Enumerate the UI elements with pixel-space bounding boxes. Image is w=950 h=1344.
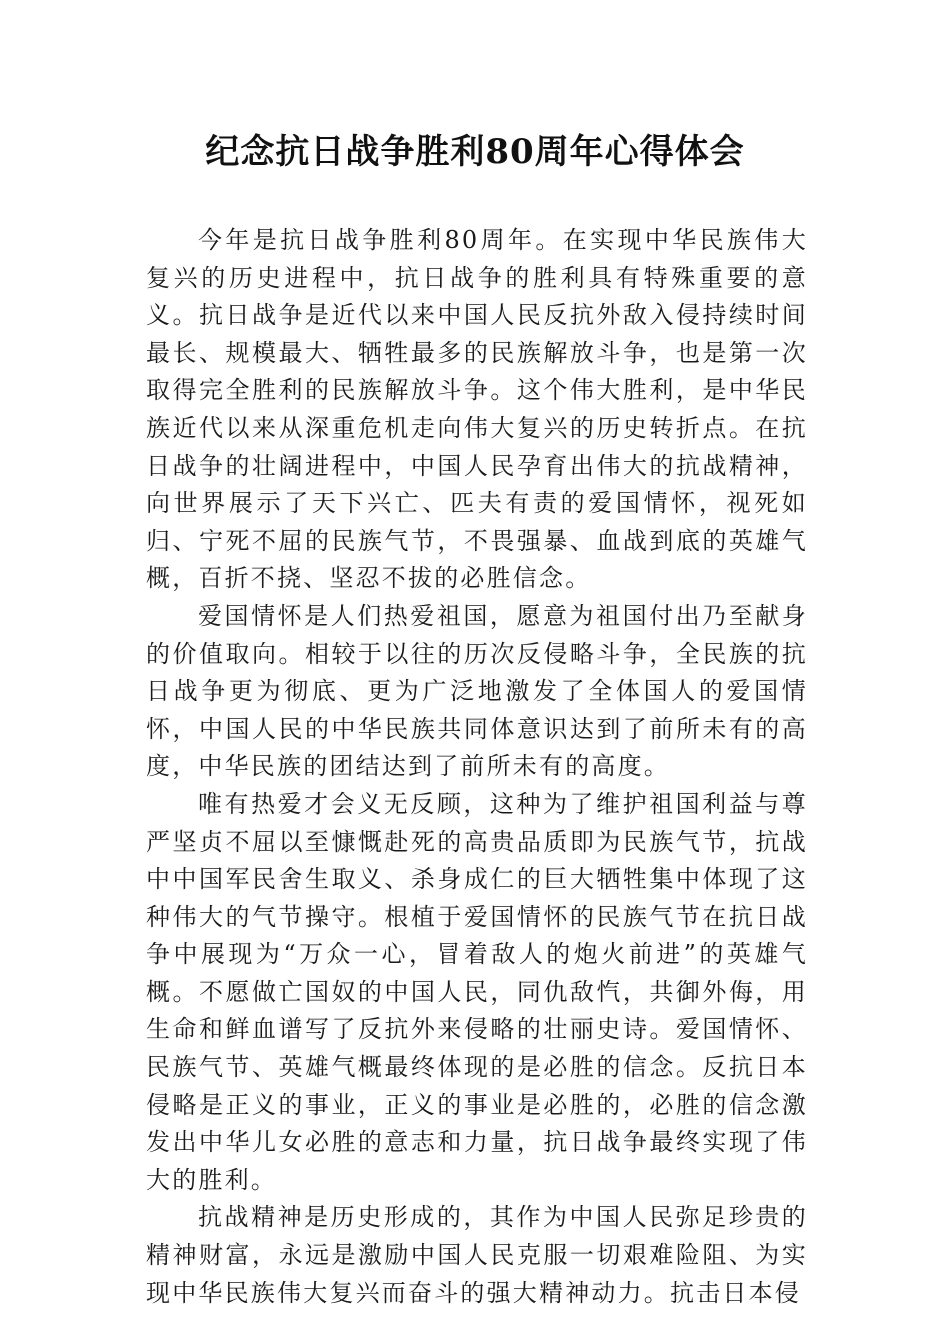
document-body (146, 222, 808, 1312)
body-paragraph-4: 抗战精神是历史形成的，其作为中国人民弥足珍贵的精神财富，永远是激励中国人民克服一切艰难险阻、为实现中华民族伟大复兴而奋斗的强大精神动力。抗击日本侵 (146, 1203, 808, 1307)
document-title: 纪念抗日战争胜利80周年心得体会 (205, 132, 745, 172)
body-paragraph-3: 唯有热爱才会义无反顾，这种为了维护祖国利益与尊严坚贞不屈以至慷慨赴死的高贵品质即为民族气节，抗战中中国军民舍生取义、杀身成仁的巨大牺牲集中体现了这种伟大的气节操守。根植于爱国情怀的民族气节在抗日战争中展现为“万众一心，冒着敌人的炮火前进”的英雄气概。不愿做亡国奴的中国人民，同仇敌忾，共御外侮，用生命和鲜血谱写了反抗外来侵略的壮丽史诗。爱国情怀、民族气节、英雄气概最终体现的是必胜的信念。反抗日本侵略是正义的事业，正义的事业是必胜的，必胜的信念激发出中华儿女必胜的意志和力量，抗日战争最终实现了伟大的胜利。 (146, 789, 808, 1194)
body-paragraph-2: 爱国情怀是人们热爱祖国，愿意为祖国付出乃至献身的价值取向。相较于以往的历次反侵略斗争，全民族的抗日战争更为彻底、更为广泛地激发了全体国人的爱国情怀，中国人民的中华民族共同体意识达到了前所未有的高度，中华民族的团结达到了前所未有的高度。 (146, 601, 808, 781)
body-paragraph-1: 今年是抗日战争胜利80周年。在实现中华民族伟大复兴的历史进程中，抗日战争的胜利具有特殊重要的意义。抗日战争是近代以来中国人民反抗外敌入侵持续时间最长、规模最大、牺牲最多的民族解放斗争，也是第一次取得完全胜利的民族解放斗争。这个伟大胜利，是中华民族近代以来从深重危机走向伟大复兴的历史转折点。在抗日战争的壮阔进程中，中国人民孕育出伟大的抗战精神，向世界展示了天下兴亡、匹夫有责的爱国情怀，视死如归、宁死不屈的民族气节，不畏强暴、血战到底的英雄气概，百折不挠、坚忍不拔的必胜信念。 (146, 226, 808, 593)
